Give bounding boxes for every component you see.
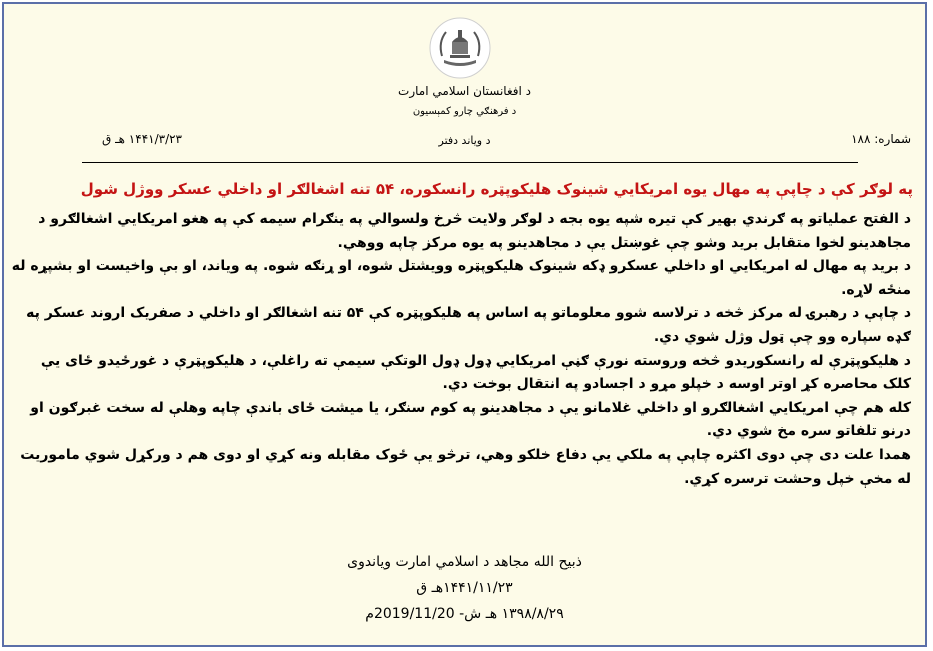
paragraph: همدا علت دی چې دوی اکثره چاپې په ملکي يې دفاع خلکو وهي، ترڅو يې ځوک مقابله ونه کړي او دوی هم د ورکړل شوي ماموريت له مخې خپل وحشت ترسره کړي. bbox=[20, 446, 911, 487]
emirate-emblem-icon bbox=[428, 16, 492, 80]
paragraph: د بريد په مهال له امريکايي او داخلي عسکرو ډکه شينوک هليکوپټره وويشتل شوه، او ړنګه شوه. په وياند، او بې واخیست او بشپړه له منځه لاړه. bbox=[11, 258, 911, 298]
paragraph: د الفتح عملياتو په ګرندي بهير کې تيره شپه يوه بجه د لوګر ولايت څرخ ولسوالي په ينګرام سيمه کې په هغو امريکايي اشغالګرو د مجاهدينو لخوا متقابل بريد وشو چې غوښتل يې د مجاهدينو په يوه مرکز چاپه ووهي. bbox=[38, 211, 911, 251]
document-date: ۱۴۴۱/۳/۲۳ هـ ق bbox=[102, 132, 182, 146]
office-name: د وياند دفتر bbox=[438, 134, 491, 147]
signature-date-solar: ۱۳۹۸/۸/۲۹ هـ ش- 2019/11/20م bbox=[365, 606, 564, 622]
emirate-title: د افغانستان اسلامي امارت bbox=[398, 84, 531, 98]
paragraph: د هليکوپټرې له رانسکوريدو څخه وروسته نورې ګڼې امريکايي ډول ډول الوتکې سيمې ته راغلې، د هليکوپټرې د غورځيدو ځای يې کلک محاصره کړ اوتر اوسه د خپلو مړو د اجسادو په انتقال بوخت دي. bbox=[40, 352, 911, 393]
signature-block bbox=[4, 549, 925, 627]
document-number: شماره: ۱۸۸ bbox=[851, 132, 911, 146]
signature-date-hijri: ۱۴۴۱/۱۱/۲۳هـ ق bbox=[416, 580, 513, 596]
header-divider bbox=[82, 162, 858, 163]
signatory-name: ذبيح الله مجاهد د اسلامي امارت وياندوی bbox=[347, 554, 582, 570]
commission-name: د فرهنګي چارو کمېسيون bbox=[412, 106, 517, 117]
paragraph: د چاپې د رهبرۍ له مرکز څخه د ترلاسه شوو معلوماتو په اساس په هليکوپټره کې ۵۴ تنه اشغالګر او داخلي د صفريک اروند عسکر په ګډه سپاره وو چې ټول وژل شوي دي. bbox=[26, 305, 911, 345]
headline: په لوګر کې د چاپې په مهال يوه امريکايي شينوک هليکوپټره رانسکوره، ۵۴ تنه اشغالګر او داخلي عسکر ووژل شول bbox=[80, 180, 913, 198]
paragraph: کله هم چې امريکايي اشغالګرو او داخلي غلامانو يې د مجاهدينو په کوم سنګر، يا ميشت ځای باندې چاپه وهلې له سخت غبرګون او درنو تلفاتو سره مخ شوي دي. bbox=[30, 399, 911, 440]
document-page bbox=[2, 2, 927, 647]
statement-body bbox=[11, 208, 911, 491]
